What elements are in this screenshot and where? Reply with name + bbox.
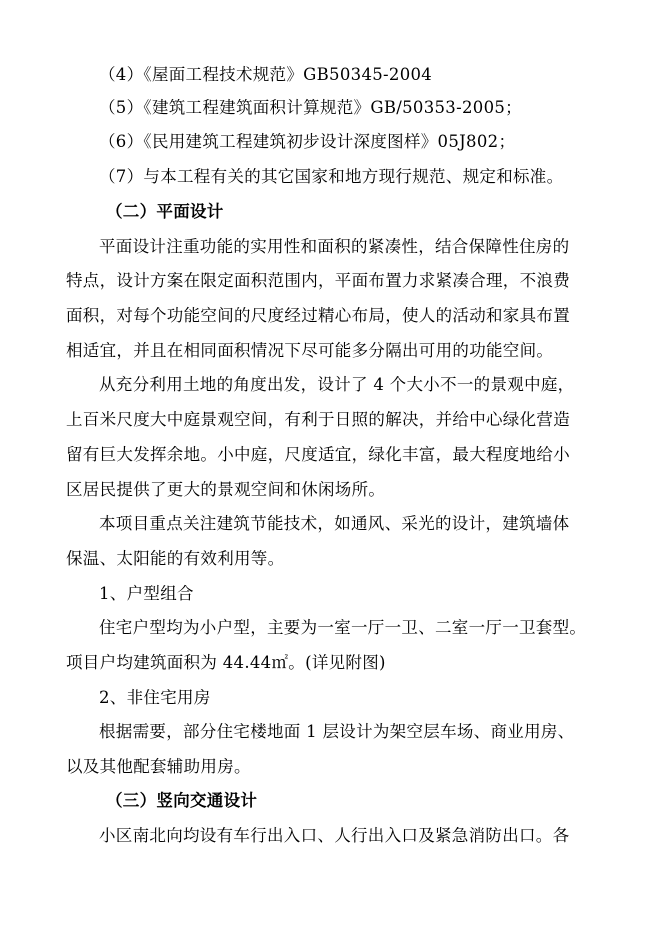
paragraph-line: 根据需要，部分住宅楼地面 1 层设计为架空层车场、商业用房、 [99,722,575,741]
paragraph-line: 留有巨大发挥余地。小中庭，尺度适宜，绿化丰富，最大程度地给小 [66,445,570,464]
paragraph-line: 从充分利用土地的角度出发，设计了 4 个大小不一的景观中庭， [99,375,575,394]
section-heading-vertical-traffic: （三）竖向交通设计 [106,791,258,810]
subsection-heading-non-residential: 2、非住宅用房 [99,688,211,707]
reference-item-4: （4）《屋面工程技术规范》GB50345-2004 [99,65,433,84]
paragraph-line: 相适宜，并且在相同面积情况下尽可能多分隔出可用的功能空间。 [66,341,554,360]
paragraph-line: 小区南北向均设有车行出入口、人行出入口及紧急消防出口。各 [99,826,570,845]
paragraph-line: 以及其他配套辅助用房。 [66,757,251,776]
reference-item-7: （7）与本工程有关的其它国家和地方现行规范、规定和标准。 [99,167,564,186]
subsection-heading-unit-layout: 1、户型组合 [99,584,194,603]
paragraph-line: 保温、太阳能的有效利用等。 [66,549,285,568]
paragraph-line: 面积，对每个功能空间的尺度经过精心布局，使人的活动和家具布置 [66,306,570,325]
paragraph-line: 特点，设计方案在限定面积范围内，平面布置力求紧凑合理，不浪费 [66,271,570,290]
paragraph-line: 平面设计注重功能的实用性和面积的紧凑性，结合保障性住房的 [99,237,570,256]
paragraph-line: 上百米尺度大中庭景观空间，有利于日照的解决，并给中心绿化营造 [66,410,570,429]
paragraph-line: 项目户均建筑面积为 44.44㎡。(详见附图) [66,653,386,672]
paragraph-line: 区居民提供了更大的景观空间和休闲场所。 [66,480,386,499]
reference-item-5: （5）《建筑工程建筑面积计算规范》GB/50353-2005； [99,98,522,117]
section-heading-plan-design: （二）平面设计 [106,202,224,221]
reference-item-6: （6）《民用建筑工程建筑初步设计深度图样》05J802； [99,132,516,151]
paragraph-line: 住宅户型均为小户型，主要为一室一厅一卫、二室一厅一卫套型。 [99,618,587,637]
paragraph-line: 本项目重点关注建筑节能技术，如通风、采光的设计，建筑墙体 [99,514,570,533]
